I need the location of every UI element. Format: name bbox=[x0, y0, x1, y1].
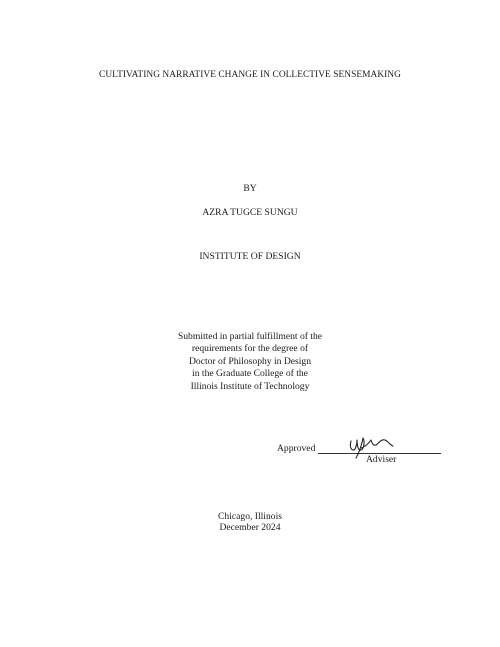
submission-line: Illinois Institute of Technology bbox=[190, 380, 310, 392]
author-name: AZRA TUGCE SUNGU bbox=[202, 207, 298, 218]
submission-line: requirements for the degree of bbox=[191, 343, 309, 355]
institute-name: INSTITUTE OF DESIGN bbox=[199, 251, 301, 262]
submission-statement bbox=[0, 331, 500, 393]
adviser-label: Adviser bbox=[366, 454, 397, 465]
submission-line: Doctor of Philosophy in Design bbox=[188, 355, 312, 367]
submission-line: in the Graduate College of the bbox=[192, 368, 308, 380]
submission-line: Submitted in partial fulfillment of the bbox=[177, 331, 323, 342]
approval-block bbox=[277, 439, 457, 469]
submission-date: December 2024 bbox=[219, 522, 281, 533]
document-title: CULTIVATING NARRATIVE CHANGE IN COLLECTIVE SENSEMAKING bbox=[99, 70, 401, 80]
by-label: BY bbox=[243, 183, 257, 194]
location: Chicago, Illinois bbox=[218, 511, 282, 522]
approved-label: Approved bbox=[277, 443, 316, 454]
